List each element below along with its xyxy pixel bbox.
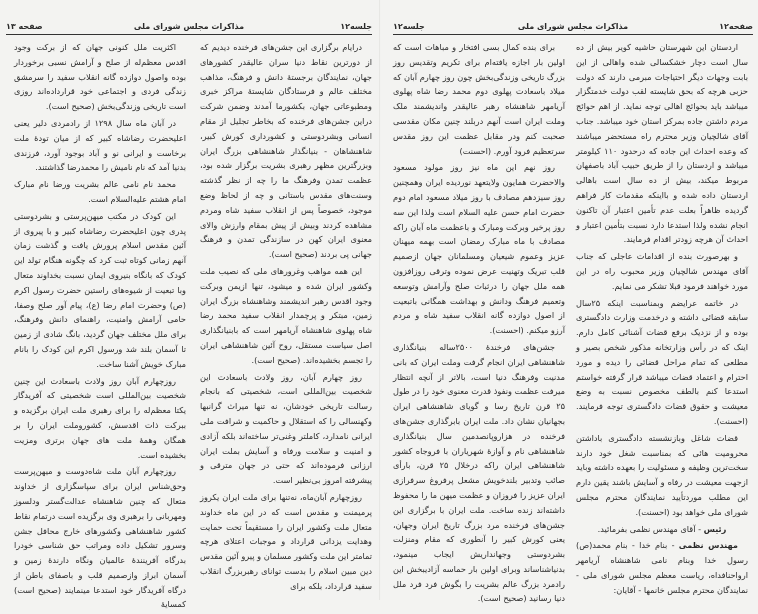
session-number: جلسه۱۲ <box>393 22 425 31</box>
text-column-right <box>200 40 372 595</box>
speaker-name: رئیس <box>703 523 727 534</box>
paragraph: روزچهارم آبان‌ماه، نه‌تنها برای ملت ایران یکروز پرمیمنت و مقدس است که در این ماه خداوند متعال ملت وکشور ایران را مستقیماً تحت حمایت وهدایت یزدانی قرارداد و موجبات اعتلای هرچه تمامتر این ملت وکشور مسلمان و پیرو آئین مقدس دین مبین اسلام را بدست توانای رهبربزرگ انقلاب سفید قرارداد، بلکه برای <box>200 491 372 591</box>
speech-text: - بنام خدا - بنام محمد(ص) رسول خدا وبنام نامی شاهنشاه آریامهر ارواحنافداه، ریاست معظم مجلس شورای ملی - نمایندگان محترم مجلس خانمها - آقایان: <box>576 540 748 595</box>
session-number: جلسه۱۲ <box>340 22 372 31</box>
paragraph: روز چهارم آبان، روز ولادت باسعادت این شخصیت بین‌المللی است، شخصیتی که بانجام رسالت تاریخی خودشان، نه تنها میراث گرانبها وکهنسالی را که استقلال و حاکمیت و شرافت ملی ایرانی نامدارد، کاملتر وغنی‌تر ساخته‌اند بلکه آزادی و امنیت و سلامت ورفاه و آسایش بملت ایران ارزانی فرموده‌اند که حتی در جهان مترقی و پیشرفته امروز بی‌نظیر است. <box>200 371 372 486</box>
page-header <box>393 22 753 35</box>
page-title: مذاکرات مجلس شورای ملی <box>517 22 629 31</box>
speech-text: - آقای مهندس نظمی بفرمائید. <box>597 523 704 534</box>
paragraph: محمد نام نامی عالم بشریت ورضا نام مبارک امام هشتم علیه‌السلام است. <box>14 179 186 204</box>
text-column-right <box>576 40 748 599</box>
paragraph: روزچهارم آبان روز ولادت باسعادت این چنین شخصیت بین‌المللی است شخصیتی که آفریدگار یکتا معظم‌له را برای رهبری ملت ایران برگزیده و ببرکت ذات اقدسش، کشوروملت ایران را بر همگان وهمهٔ ملت های جهان برتری ومزیت بخشیده است. <box>14 375 186 460</box>
paragraph: قضات شاغل وبازنشسته دادگستری باداشتن محرومیت هائی که بمناسبت شغل خود دارند سخت‌ترین وظیفه و مسئولیت را بعهده داشته وباید ازجهت معیشت در رفاه و آسایش باشند یقین دارم این مطلب موردتأیید نمایندگان محترم مجلس شورای ملی خواهد بود (احسنت). <box>576 432 748 517</box>
paragraph: روزچهارم آبان ملت شاه‌دوست و میهن‌پرست وحق‌شناس ایران برای سپاسگزاری از خداوند متعال که چنین شاهنشاه عدالت‌گستر ودلسوز ومهربانی را برهبری وی برگزیده است درتمام نقاط کشور شاهنشاهی وکشورهای خارج محافل جشن وسرور تشکیل داده ومراتب حق شناسی خودرا بدرگاه آفرینندهٔ عالمیان ونگاه دارندهٔ زمین و آسمان ابراز وازصمیم قلب و باصفای باطن از درگاه آفریدگار خود استدعا مینمایند (صحیح است) کمسایهٔ <box>14 466 186 610</box>
paragraph: این همه مواهب وغرورهای ملی که نصیب ملت وکشور ایران شده و میشود، تنها ازیمن وبرکت وجود اقدس رهبر اندیشمند وشاهنشاه بزرگ ایران زمین، مبتکر و پرچمدار انقلاب سفید محمد رضا شاه پهلوی شاهنشاه آریامهر است که بابنیانگذاری اصل سیاست مستقل، روح آئین شاهنشاهی ایران را تجسم بخشیده‌اند. (صحیح است). <box>200 265 372 365</box>
speaker-line <box>576 522 748 537</box>
paragraph: در آبان ماه سال ۱۲۹۸ از رادمردی دلیر یعنی اعلیحضرت رضاشاه کبیر که از میان تودهٔ ملت برخاست و ایرانی نو و آباد بوجود آورد، فرزندی بدنیا آمد که نام نامیش را محمدرضا گذاشتند. <box>14 117 186 173</box>
page-number: صفحه ۱۳ <box>6 22 43 31</box>
page-number: صفحه۱۲ <box>719 22 753 31</box>
paragraph: اردستان این شهرستان حاشیه کویر بیش از ده سال است دچار خشکسالی شده واهالی از این بابت وجهات دیگر احتیاجات مبرمی دارند که دولت حزبی هرچه که بحق شایسته لقب دولت خدمتگزار میباشد باید بحوائج اهالی توجه نماید. از اهم حوائج مردم داشتن جاده بمرکز استان خود میباشد. جناب آقای شالچیان وزیر محترم راه مستحضر میباشند که وعده احداث این جاده که درحدود ۱۱۰ کیلومتر میباشد و اردستان را از طریق حبیب آباد باصفهان مربوط میکند، بیش از ده سال است باهالی اردستان داده شده و بااینکه مقدمات کار فراهم گردیده ظاهراً بعلت عدم تأمین اعتبار آن تاکنون انجام نشده ولذا استدعا دارد نسبت بتأمین اعتبار و احداث آن هرچه زودتر اقدام فرمایند. <box>576 42 748 245</box>
paragraph: این کودک در مکتب میهن‌پرستی و بشردوستی پدری چون اعلیحضرت رضاشاه کبیر و با پیروی از آئین مقدس اسلام پرورش یافت و گذشت زمان آنهم زمانی کوتاه ثبت کرد که چگونه هنگام تولد این کودک که بانگاه بنیروی ایمان نسبت بخداوند متعال وبا تبعیت از شیوه‌های راستین حضرت رسول اکرم (ص) وحضرت امام رضا (ع)، پیام آور صلح وصفا، حامی آرامش وامنیت، راهنمای دانش وفرهنگ، برای ملل مختلف جهان گردید، بانگ شادی از زمین تا آسمان بلند شد ورسول اکرم این کودک را بانام مبارک خویش آشنا ساخت. <box>14 210 186 369</box>
page-12 <box>381 0 758 604</box>
paragraph: روز نهم این ماه نیز روز مولود مسعود والاحضرت همایون ولایتعهد نوردیده ایران وهمچنین روز سیزدهم مصادف با روز میلاد مسعود امام دوم حضرت امام حسن علیه السلام است ولذا این سه روز پرخیر وبرکت ومبارک و باعظمت ماه آبان راکه مصادف با ماه مبارک رمضان است بهمه میهنان عزیز وعموم شیعیان ومسلمانان جهان ازصمیم قلب تبریک وتهنیت عرض نموده وترقی روزافزون همه ملل جهان را درثبات صلح وآرامش وتوسعه وتعمیم فرهنگ ودانش و بهداشت همگانی باتبعیت از اصول دوازده گانه انقلاب سفید شاه و مردم آرزو میکنم. (احسنت). <box>393 162 565 336</box>
paragraph: برای بنده کمال بسی افتخار و مباهات است که اولین بار اجازه یافته‌ام برای تکریم وتقدیس روز بزرگ تاریخی وزندگی‌بخش چون روز چهارم آبان که میلاد باسعادت پهلوی دوم محمد رضا شاه پهلوی آریامهر شاهنشاه رهبر عالیقدر واندیشمند ملک وملت ایران است آنهم دربلند چنین مکان مقدسی صحبت کنم ودر مقابل عظمت این روز مقدس سرتعظیم فرود آورم. (احسنت) <box>393 42 565 156</box>
paragraph: اکثریت ملل کنونی جهان که از برکت وجود اقدس معظم‌له از صلح و آرامش نسبی برخوردار بوده واصول دوازده گانه انقلاب سفید را سرمشق زندگی فردی و اجتماعی خود قرارداده‌اند روزی است تاریخی وزندگی‌بخش (صحیح است). <box>14 42 186 112</box>
paragraph: در خاتمه عرایضم وبمناسبت اینکه ۲۵سال سابقه قضائی داشته و درخدمت وزارت دادگستری بوده و از نزدیک برفع قضات آشنائی کامل دارم. اینک که در رأس وزارتخانه مذکور شخص بصیر و مطلعی که تمام مراحل قضائی را دیده و مورد احترام و اعتماد قضات میباشد قرار گرفته خواستم استدعا کنم بالطف مخصوص نسبت به وضع معیشت و حقوق قضات دادگستری توجه فرمایند. (احسنت). <box>576 297 748 426</box>
paragraph: جشن‌های فرخندهٔ ۲۵۰۰ساله بنیانگذاری شاهنشاهی ایران انجام گرفت وملت ایران که بانی مدنیت وفرهنگ دنیا است، بالاتر از آنچه انتظار میرفت عظمت ونفوذ قدرت معنوی خود را در طول ۲۵ قرن تاریخ رسا و گویای شاهنشاهی ایران بجهانیان نشان داد. ملت ایران بابرگذاری جشن‌های فرخنده در هزاروپانصدمین سال بنیانگذاری شاهنشاهی نام و آوازهٔ شهریاران با فروجاه کشور شاهنشاهی ایران راکه درخلال ۲۵ قرن، بارأی صائب وتدبیر بلندخویش مشعل پرفروغ سرفرازی ایران عزیز را فروزان و عظمت میهن ما را محفوظ داشته‌اند زنده ساخت. ملت ایران با برگزاری این جشن‌های فرخنده مرد بزرگ تاریخ ایران وجهان، یعنی کورش کبیر را آنطوری که مقام ومنزلت بشردوستی وجهانداریش ایجاب مینمود، بدنیاشناساند وبرای اولین بار حماسه آزادیبخش این رادمرد بزرگ عالم بشریت را بگوش فرد فرد ملل دنیا رسانید (صحیح است). <box>393 341 565 604</box>
speaker-name: مهندس نظمی <box>678 540 738 551</box>
page-13 <box>0 0 380 610</box>
speaker-paragraph <box>576 538 748 597</box>
paragraph: و بهرصورت بنده از اقدامات عاجلی که جناب آقای مهندس شالچیان وزیر محبوب راه در این مورد خواهند فرمود قبلا تشکر می نمایم. <box>576 251 748 291</box>
text-column-left <box>14 40 186 614</box>
page-title: مذاکرات مجلس شورای ملی <box>133 22 245 31</box>
paragraph: درایام برگزاری این جشن‌های فرخنده دیدیم که از دورترین نقاط دنیا سران عالیقدر کشورهای جهان، نمایندگان برجستهٔ دانش و فرهنگ، مذاهب مختلف عالم و فرستادگان شایستهٔ مراکز خبری ومطبوعاتی جهان، بکشورما آمدند وضمن شرکت دراین جشن‌های فرخنده که بخاطر تجلیل از مقام انسانی وبشردوستی و کشورداری کورش کبیر، شاهنشاهان - بنیانگذار شاهنشاهی بزرگ ایران وبزرگترین مظهر رهبری بشریت برگزار شده بود، عظمت تمدن وفرهنگ ما را چه از نظر گذشته وسنت‌های مقدس باستانی و چه از لحاظ وضع موجود، خصوصاً پس از انقلاب سفید شاه ومردم مشاهده کردند وبیش از پیش بمقام وارزش والای معنوی ایران کهن در سازندگی تمدن و فرهنگ جهانی پی بردند (صحیح است). <box>200 42 372 260</box>
page-header <box>6 22 372 35</box>
text-column-left <box>393 40 565 608</box>
